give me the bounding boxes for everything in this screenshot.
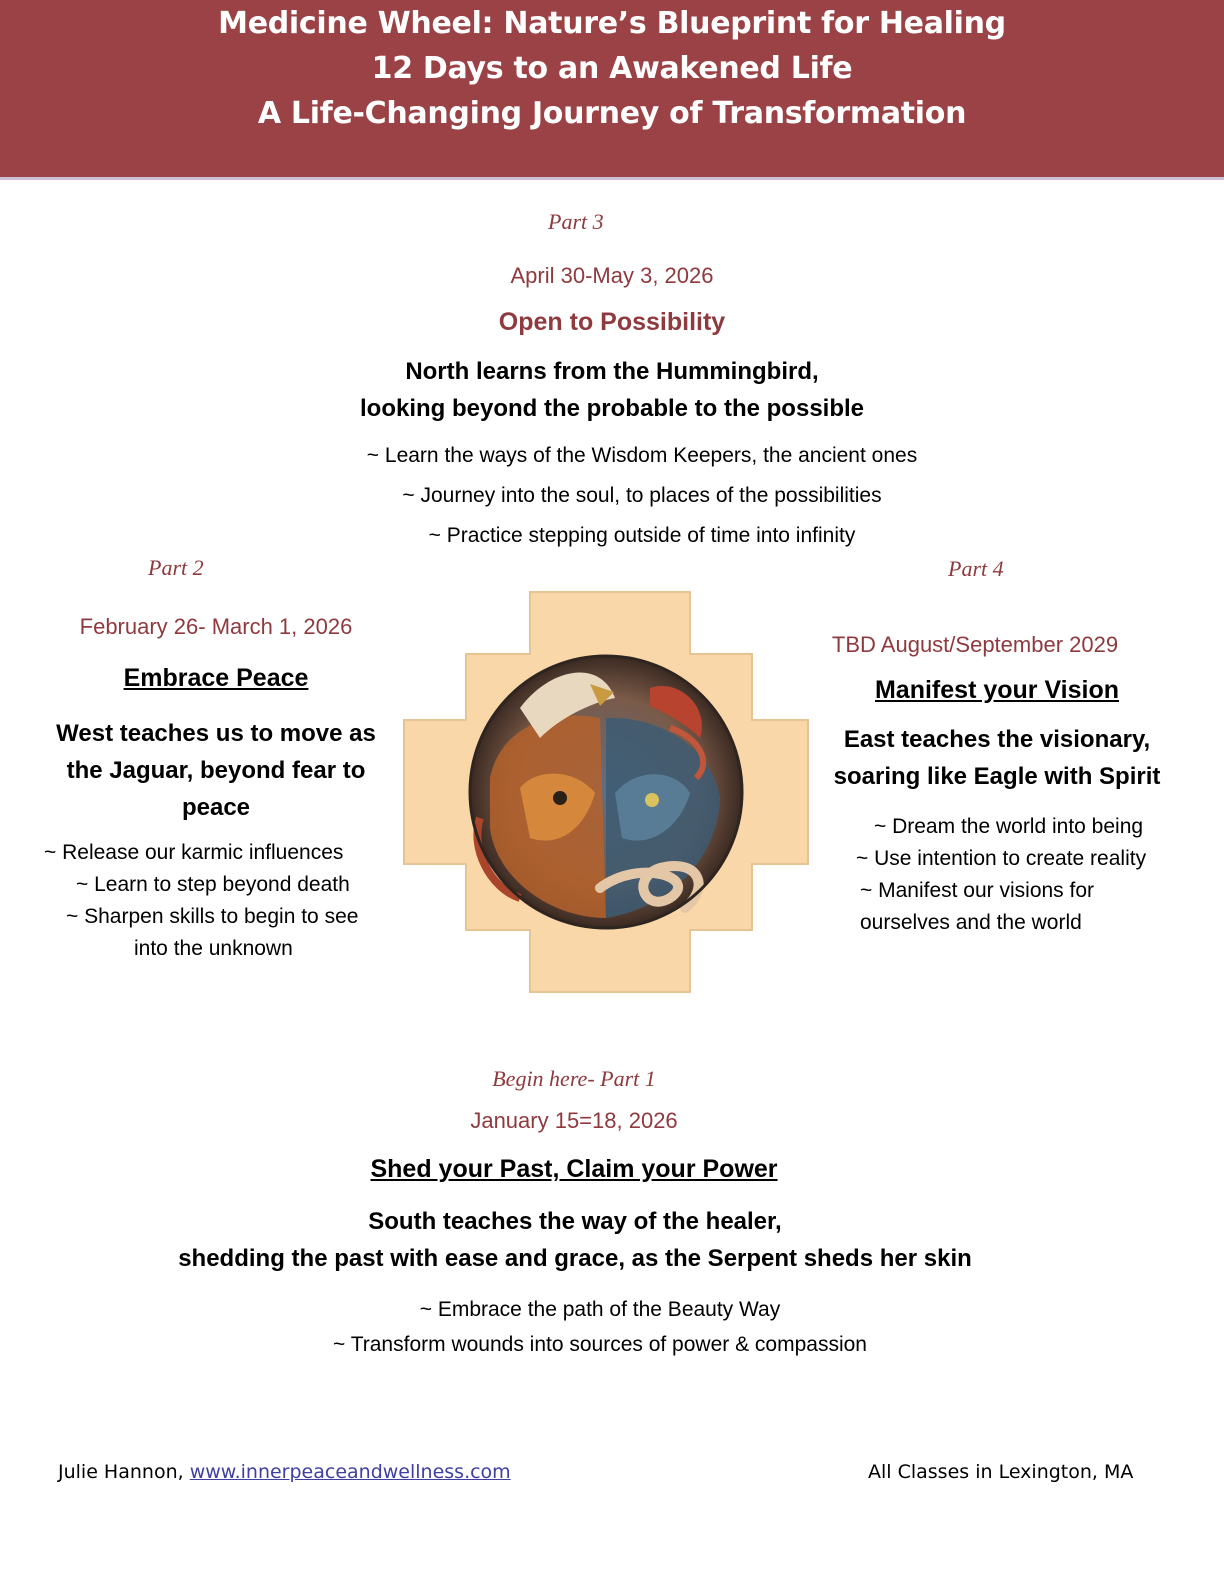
south-lead — [120, 1203, 1030, 1277]
west-bullet: ~ Release our karmic influences — [44, 841, 344, 864]
page-header — [0, 0, 1224, 180]
north-bullet: ~ Practice stepping outside of time into infinity — [428, 524, 856, 547]
west-lead — [36, 715, 396, 826]
east-lead — [822, 721, 1172, 795]
east-bullet: ~ Dream the world into being — [874, 815, 1144, 838]
west-bullet: ~ Learn to step beyond death — [76, 873, 350, 896]
west-date: February 26- March 1, 2026 — [79, 614, 353, 639]
south-lead-line2: shedding the past with ease and grace, as the Serpent sheds her skin — [178, 1245, 972, 1272]
west-title: Embrace Peace — [123, 664, 309, 692]
south-title: Shed your Past, Claim your Power — [370, 1155, 778, 1183]
west-bullet: ~ Sharpen skills to begin to see — [66, 905, 359, 928]
north-lead — [262, 353, 962, 427]
footer-name: Julie Hannon, — [58, 1461, 184, 1483]
footer-contact — [58, 1461, 511, 1483]
east-lead-line2: soaring like Eagle with Spirit — [833, 763, 1161, 790]
website-link[interactable]: www.innerpeaceandwellness.com — [189, 1461, 511, 1483]
east-bullets — [856, 811, 1196, 939]
east-bullet: ~ Use intention to create reality — [856, 847, 1147, 870]
west-lead-line2: the Jaguar, beyond fear to — [66, 757, 366, 784]
north-title: Open to Possibility — [498, 308, 726, 336]
north-bullet: ~ Learn the ways of the Wisdom Keepers, the ancient ones — [366, 444, 918, 467]
footer-location: All Classes in Lexington, MA — [868, 1461, 1134, 1483]
east-lead-line1: East teaches the visionary, — [843, 726, 1151, 753]
north-date: April 30-May 3, 2026 — [510, 263, 714, 288]
east-bullet: ourselves and the world — [860, 911, 1082, 934]
header-title: Medicine Wheel: Nature’s Blueprint for Healing — [218, 6, 1006, 41]
south-bullets — [200, 1292, 1000, 1362]
south-bullet: ~ Embrace the path of the Beauty Way — [419, 1298, 781, 1321]
south-bullet: ~ Transform wounds into sources of power & compassion — [332, 1333, 867, 1356]
west-bullet: into the unknown — [134, 937, 293, 960]
header-tagline: A Life-Changing Journey of Transformation — [257, 96, 967, 131]
south-lead-line1: South teaches the way of the healer, — [368, 1208, 782, 1235]
header-subtitle: 12 Days to an Awakened Life — [371, 51, 853, 86]
west-lead-line3: peace — [181, 794, 251, 821]
east-part-label: Part 4 — [948, 556, 1004, 581]
medicine-wheel-illustration — [400, 588, 812, 996]
north-bullet: ~ Journey into the soul, to places of the possibilities — [402, 484, 882, 507]
west-bullets — [44, 837, 404, 965]
south-date: January 15=18, 2026 — [470, 1108, 678, 1133]
south-part-label: Begin here- Part 1 — [492, 1066, 656, 1091]
north-bullets — [262, 436, 1022, 556]
north-lead-line2: looking beyond the probable to the possible — [359, 395, 865, 422]
medicine-wheel-image — [400, 588, 812, 996]
west-part-label: Part 2 — [148, 555, 204, 580]
north-lead-line1: North learns from the Hummingbird, — [405, 358, 819, 385]
east-title: Manifest your Vision — [874, 676, 1120, 704]
east-date: TBD August/September 2029 — [831, 632, 1119, 657]
west-lead-line1: West teaches us to move as — [56, 720, 376, 747]
north-part-label: Part 3 — [548, 209, 604, 234]
east-bullet: ~ Manifest our visions for — [860, 879, 1095, 902]
